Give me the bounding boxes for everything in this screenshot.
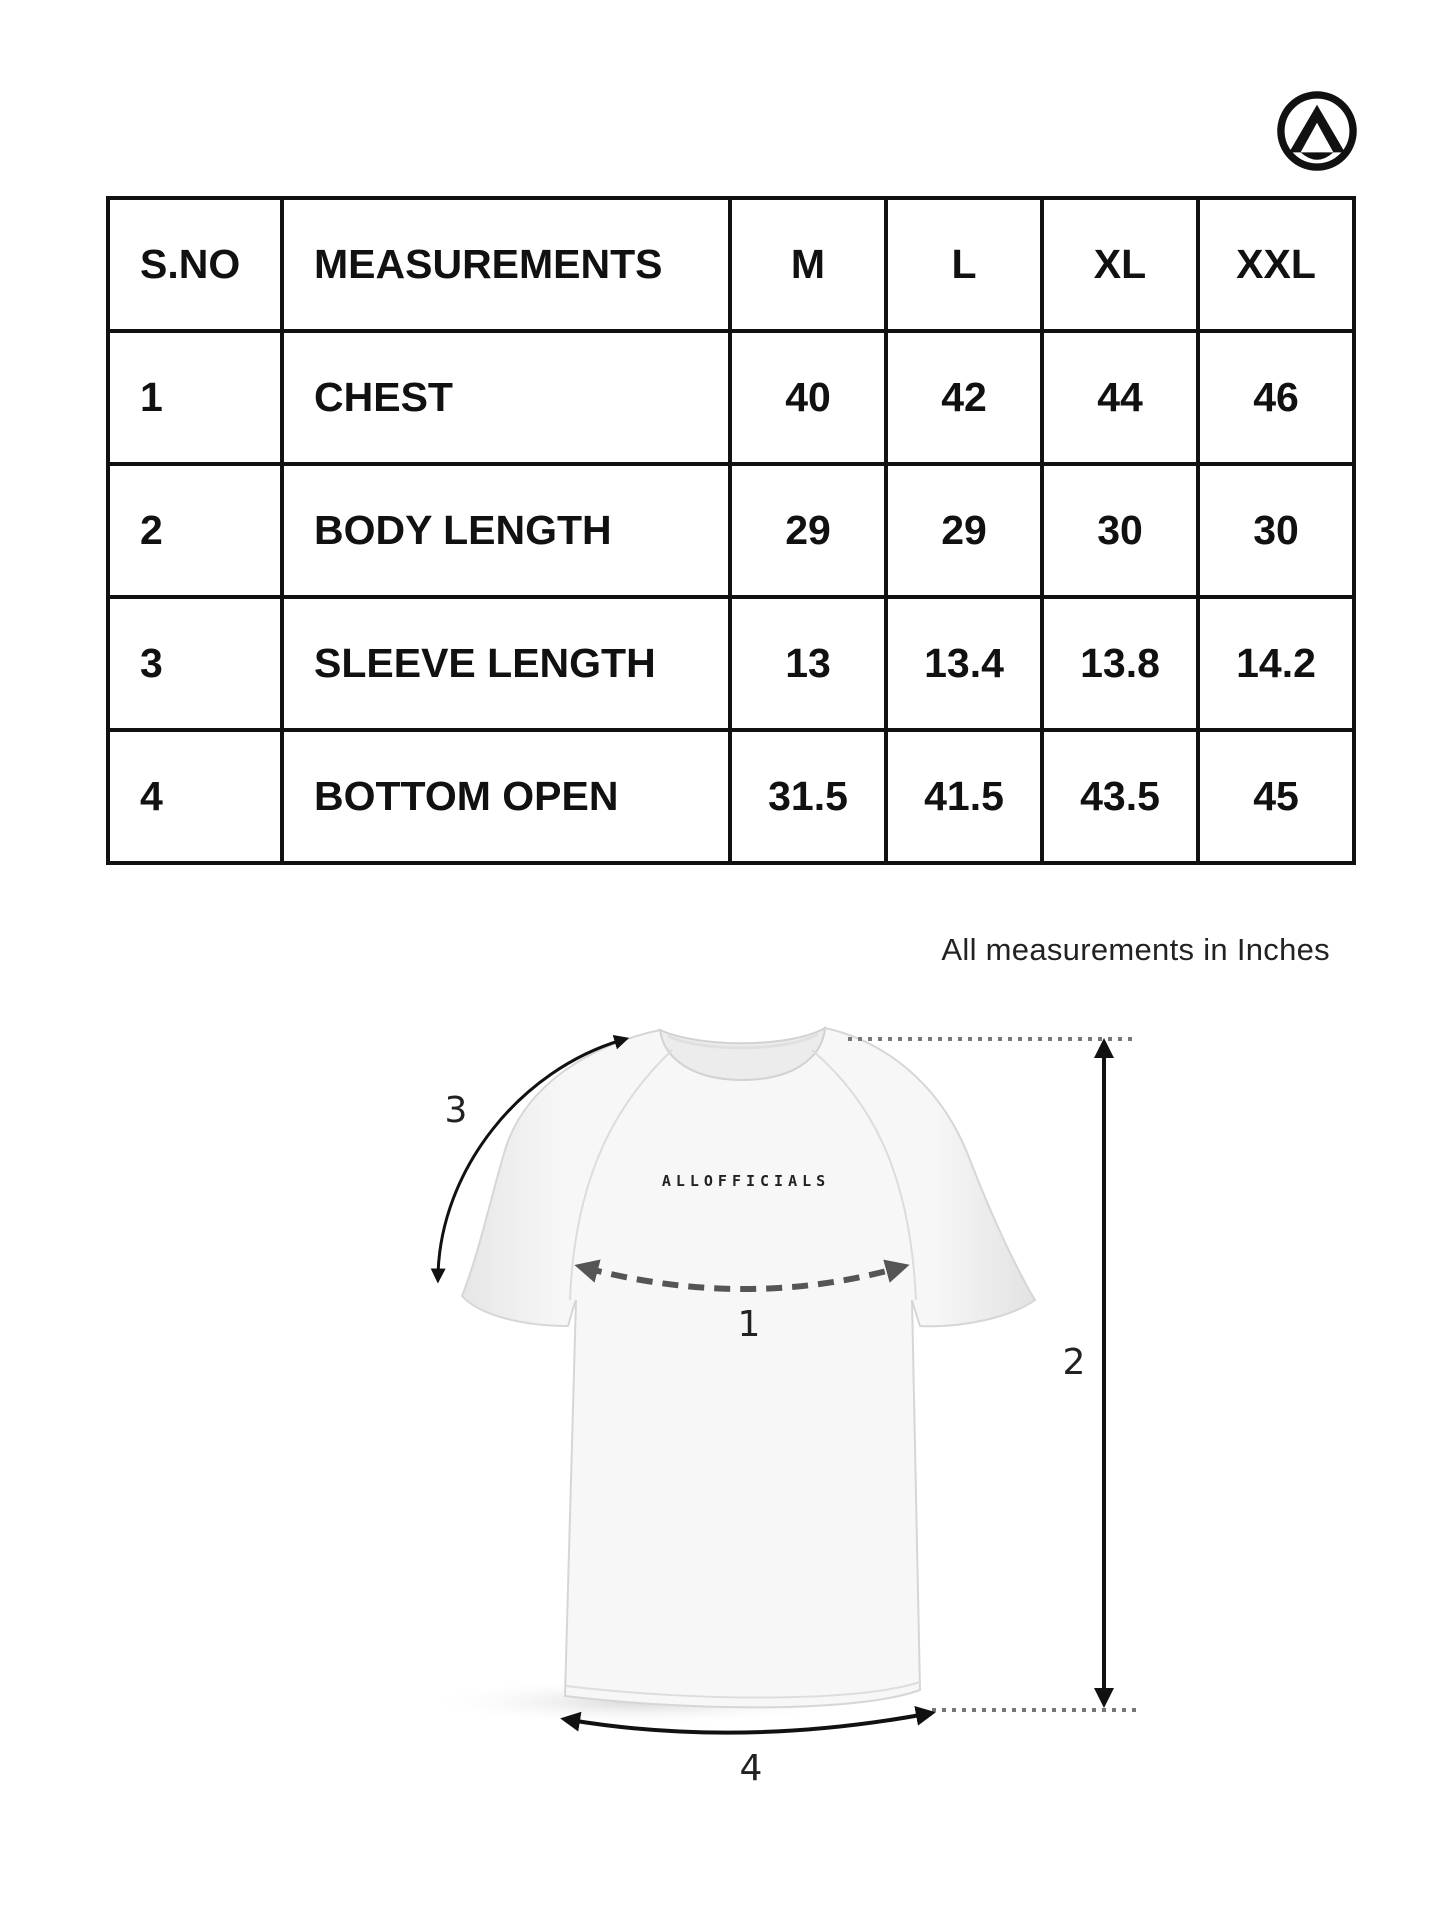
- chest-label: 1: [737, 1304, 761, 1345]
- row-value-l: 41.5: [886, 730, 1042, 863]
- row-measurement-name: BODY LENGTH: [282, 464, 730, 597]
- row-value-xxl: 14.2: [1198, 597, 1354, 730]
- row-value-xxl: 30: [1198, 464, 1354, 597]
- row-value-m: 13: [730, 597, 886, 730]
- bottom-label: 4: [739, 1748, 763, 1789]
- row-value-m: 31.5: [730, 730, 886, 863]
- row-value-m: 29: [730, 464, 886, 597]
- tshirt-illustration: [462, 1028, 1035, 1707]
- row-value-xl: 13.8: [1042, 597, 1198, 730]
- row-sno: 4: [108, 730, 282, 863]
- shirt-brand-print: ALLOFFICIALS: [661, 1172, 831, 1190]
- header-size-m: M: [730, 198, 886, 331]
- sleeve-label: 3: [444, 1090, 468, 1131]
- header-measurements: MEASUREMENTS: [282, 198, 730, 331]
- row-value-xl: 43.5: [1042, 730, 1198, 863]
- row-value-l: 42: [886, 331, 1042, 464]
- body-length-label: 2: [1062, 1342, 1086, 1383]
- row-value-xxl: 45: [1198, 730, 1354, 863]
- row-sno: 3: [108, 597, 282, 730]
- header-sno: S.NO: [108, 198, 282, 331]
- row-value-m: 40: [730, 331, 886, 464]
- row-value-l: 29: [886, 464, 1042, 597]
- header-size-xxl: XXL: [1198, 198, 1354, 331]
- row-value-l: 13.4: [886, 597, 1042, 730]
- header-size-l: L: [886, 198, 1042, 331]
- row-value-xl: 44: [1042, 331, 1198, 464]
- row-value-xl: 30: [1042, 464, 1198, 597]
- header-size-xl: XL: [1042, 198, 1198, 331]
- row-measurement-name: CHEST: [282, 331, 730, 464]
- units-note: All measurements in Inches: [941, 932, 1330, 967]
- row-measurement-name: SLEEVE LENGTH: [282, 597, 730, 730]
- row-measurement-name: BOTTOM OPEN: [282, 730, 730, 863]
- row-sno: 2: [108, 464, 282, 597]
- row-sno: 1: [108, 331, 282, 464]
- row-value-xxl: 46: [1198, 331, 1354, 464]
